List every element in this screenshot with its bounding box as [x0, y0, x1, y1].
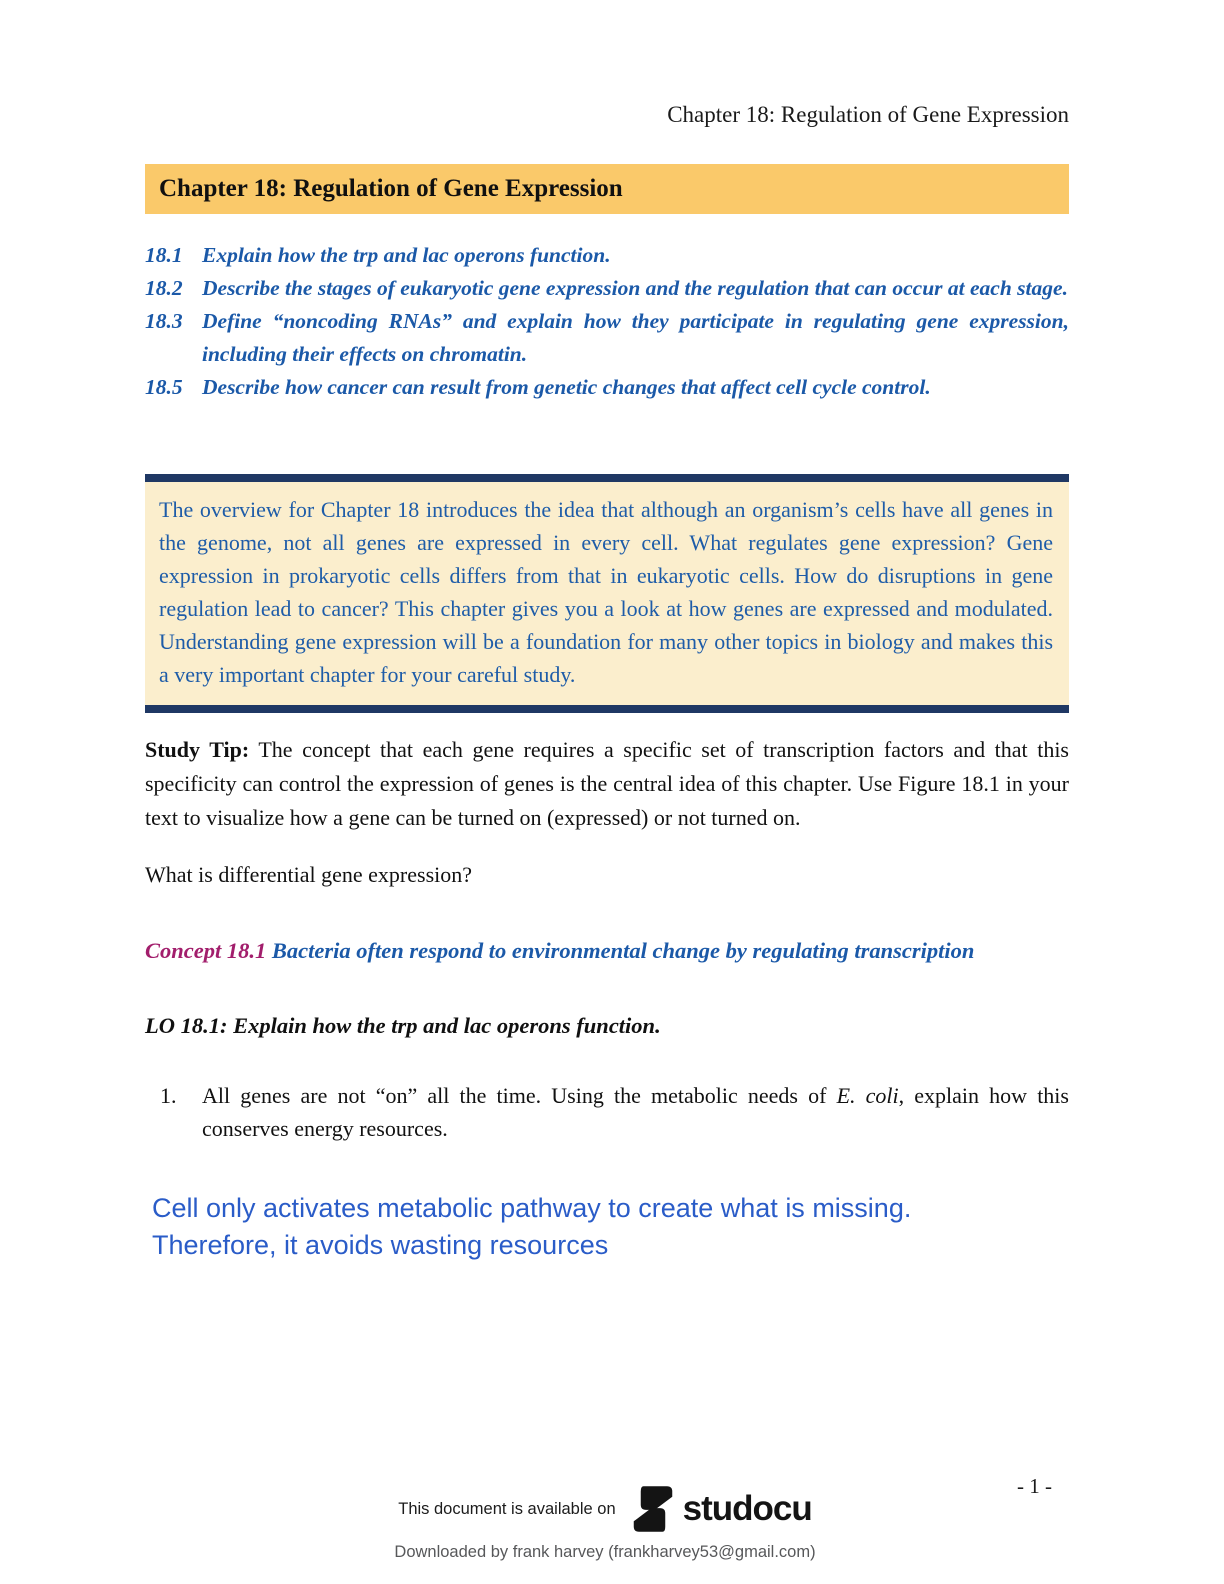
running-header: Chapter 18: Regulation of Gene Expression	[667, 102, 1069, 127]
objective-text: Describe the stages of eukaryotic gene expression and the regulation that can occur at each stage.	[202, 276, 1068, 300]
studocu-logo-icon	[632, 1484, 674, 1534]
chapter-title-bar	[145, 164, 1069, 214]
chapter-overview-text: The overview for Chapter 18 introduces the idea that although an organism’s cells have all genes in the genome, not all genes are expressed in every cell. What regulates gene expression? Gene expression in prokaryotic cells differs from that in eukaryotic cells. How do disruptions in gene regulation lead to cancer? This chapter gives you a look at how genes are expressed and modulated. Understanding gene expression will be a foundation for many other topics in biology and makes this a very important chapter for your careful study.	[159, 497, 1053, 687]
footer-brand-row	[0, 1480, 1210, 1538]
objective-text: Describe how cancer can result from genetic changes that affect cell cycle control.	[202, 375, 931, 399]
objective-text: Define “noncoding RNAs” and explain how they participate in regulating gene expression, including their effects on chromatin.	[202, 309, 1069, 366]
concept-heading-text: Bacteria often respond to environmental change by regulating transcription	[266, 938, 975, 963]
question-1-species-italic: E. coli	[836, 1083, 899, 1108]
question-1-text-part: , explain how this conserves energy resources.	[202, 1083, 1069, 1141]
concept-heading-label: Concept 18.1	[145, 938, 267, 963]
chapter-overview-box	[145, 474, 1069, 713]
question-1-text	[202, 1079, 1069, 1145]
page-number: - 1 -	[1017, 1474, 1052, 1498]
study-tip-paragraph	[145, 733, 1069, 835]
page-content	[145, 0, 1069, 1264]
studocu-brand-link[interactable]	[632, 1484, 812, 1534]
objective-number: 18.5	[145, 375, 183, 399]
chapter-title: Chapter 18: Regulation of Gene Expression	[159, 175, 623, 202]
study-tip-text: The concept that each gene requires a specific set of transcription factors and that this specificity can control the expression of genes is the central idea of this chapter. Use Figure 18.1 in your text to visualize how a gene can be turned on (expressed) or not turned on.	[145, 737, 1069, 830]
footer-download-note: Downloaded by frank harvey (frankharvey53@gmail.com)	[394, 1543, 816, 1561]
lo-heading: LO 18.1: Explain how the trp and lac operons function.	[145, 1013, 661, 1038]
objective-number: 18.1	[145, 243, 183, 267]
studocu-wordmark: studocu	[682, 1489, 812, 1528]
objective-item	[145, 272, 1069, 305]
concept-heading	[145, 937, 1069, 965]
objective-item	[145, 305, 1069, 371]
question-1	[145, 1079, 1069, 1145]
objective-number: 18.2	[145, 276, 183, 300]
question-prompt: What is differential gene expression?	[145, 862, 473, 887]
student-answer: Cell only activates metabolic pathway to create what is missing. Therefore, it avoids wasting resources	[152, 1193, 912, 1260]
question-1-number: 1.	[160, 1083, 177, 1108]
question-1-text-part: All genes are not “on” all the time. Using the metabolic needs of	[202, 1083, 837, 1108]
objective-item	[145, 239, 1069, 272]
objective-item	[145, 371, 1069, 404]
study-tip-label: Study Tip:	[145, 737, 250, 762]
objective-text: Explain how the trp and lac operons function.	[202, 243, 611, 267]
footer-availability-text: This document is available on	[398, 1499, 616, 1518]
objective-number: 18.3	[145, 309, 183, 333]
learning-objectives-list	[145, 239, 1069, 404]
